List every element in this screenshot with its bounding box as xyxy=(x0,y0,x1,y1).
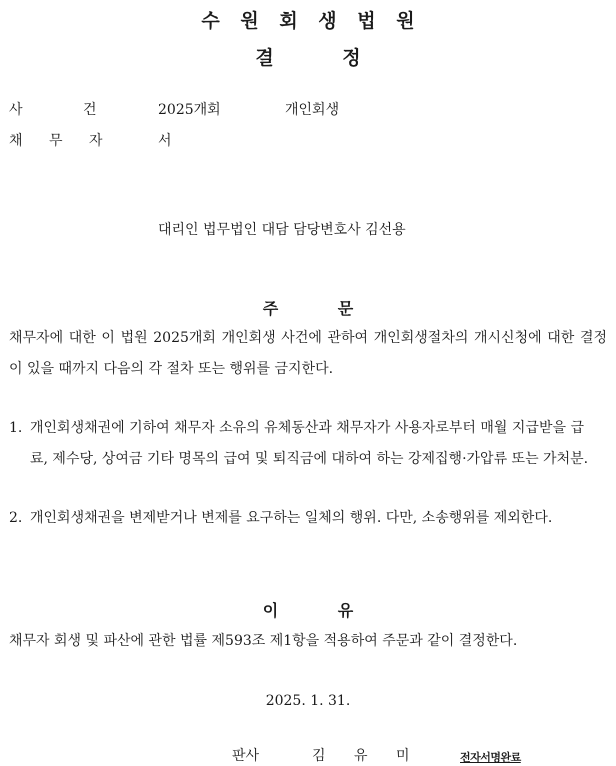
case-label: 사 건 xyxy=(9,102,97,118)
judge-label: 판사 xyxy=(232,748,260,764)
order-item-1 xyxy=(9,413,599,475)
reason-heading: 이 유 xyxy=(262,601,354,620)
order-heading: 주 문 xyxy=(262,299,354,318)
judge-name: 김 유 미 xyxy=(312,748,410,764)
order-item-2 xyxy=(9,503,599,534)
agent-line: 대리인 법무법인 대담 담당변호사 김선용 xyxy=(158,222,406,238)
court-name: 수 원 회 생 법 원 xyxy=(201,10,415,32)
order-item-text: 개인회생채권을 변제받거나 변제를 요구하는 일체의 행위. 다만, 소송행위를 제외한다. xyxy=(30,510,553,526)
case-number: 2025개회 xyxy=(158,102,221,118)
debtor-label: 채 무 자 xyxy=(9,133,103,149)
debtor-name: 서 xyxy=(158,133,172,149)
reason-text: 채무자 회생 및 파산에 관한 법률 제593조 제1항을 적용하여 주문과 같이 결정한다. xyxy=(9,633,518,649)
case-name: 개인회생 xyxy=(285,102,340,118)
document-type: 결 정 xyxy=(255,47,361,69)
order-text: 채무자에 대한 이 법원 2025개회 개인회생 사건에 관하여 개인회생절차의 개시신청에 대한 결정이 있을 때까지 다음의 각 절차 또는 행위를 금지한다. xyxy=(9,330,607,377)
order-item-number: 2. xyxy=(9,510,23,526)
e-signature-stamp: 전자서명완료 xyxy=(460,751,521,764)
order-item-number: 1. xyxy=(9,420,23,436)
order-item-text: 개인회생채권에 기하여 채무자 소유의 유체동산과 채무자가 사용자로부터 매월 지급받을 급료, 제수당, 상여금 기타 명목의 급여 및 퇴직금에 대하여 하는 강제집행·가압류 또는 가처분. xyxy=(30,420,589,467)
decision-date: 2025. 1. 31. xyxy=(265,693,351,709)
